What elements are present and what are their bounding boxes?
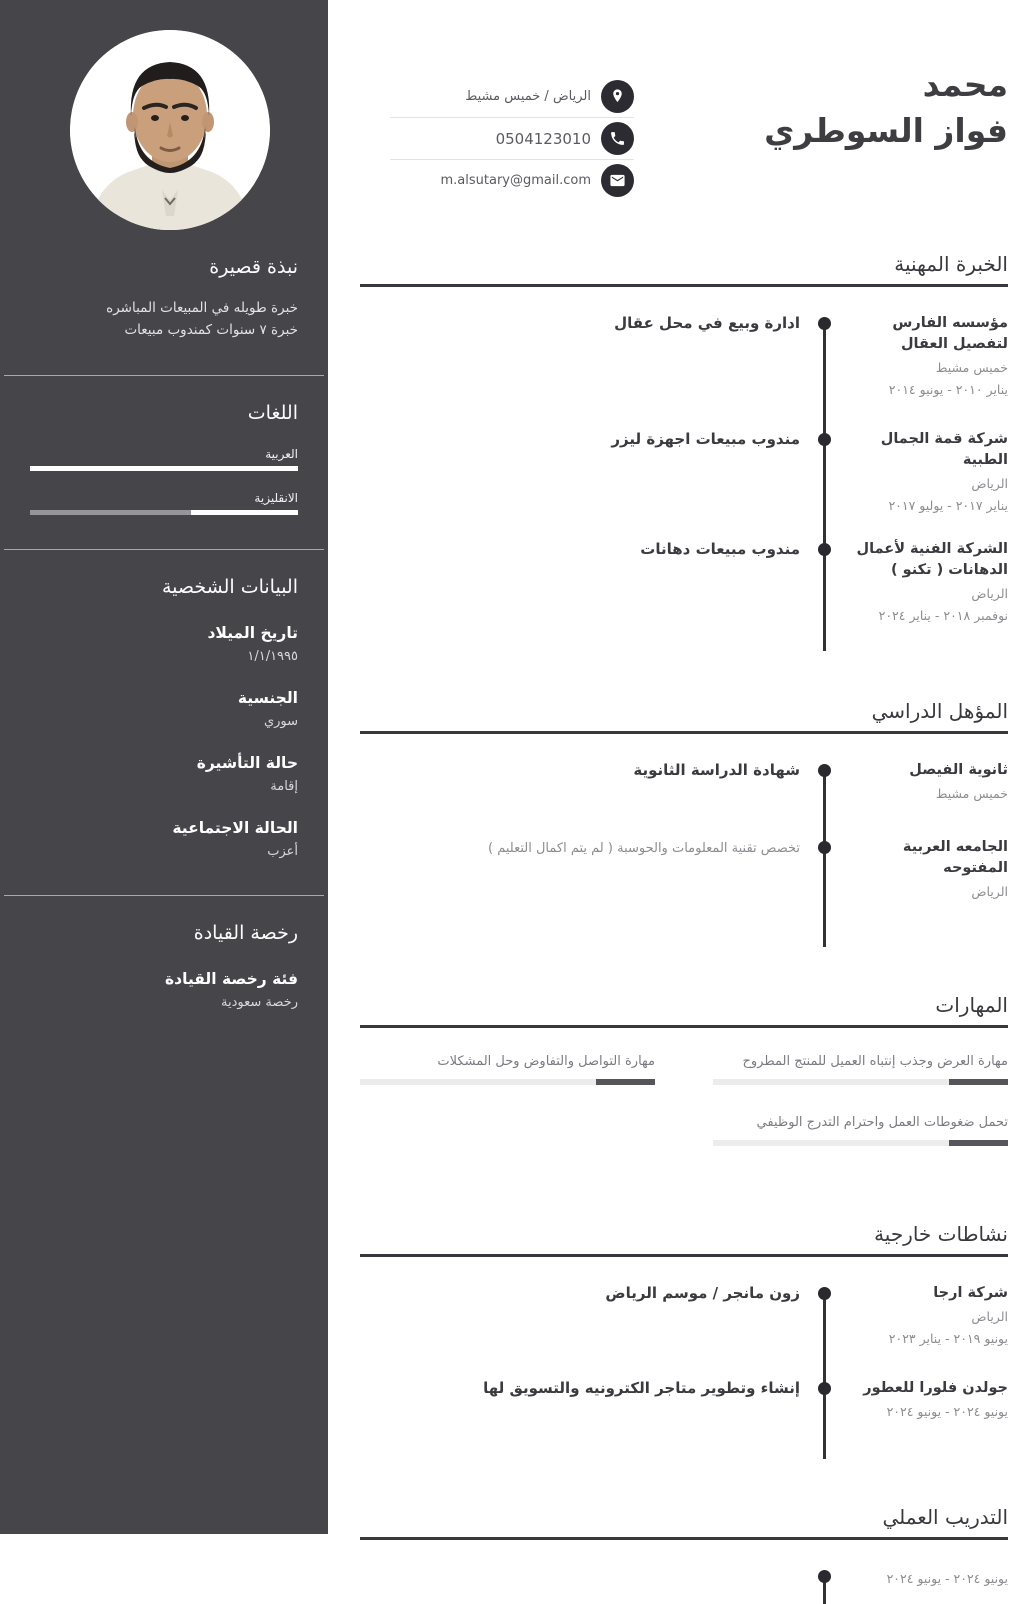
org-name: مؤسسه الفارس لتفصيل العقال (892, 315, 1008, 352)
sidebar-divider (4, 375, 324, 376)
contact-row-location (390, 76, 634, 118)
role-title: إنشاء وتطوير متاجر الكترونيه والتسويق لها (483, 1379, 800, 1397)
section-education (360, 697, 1008, 947)
name-line-2: فواز السوطري (764, 111, 1008, 150)
org-dates: يونيو ٢٠١٩ - يناير ٢٠٢٣ (888, 1331, 1008, 1346)
skill-label: مهارة العرض وجذب إنتباه العميل للمنتج المطروح (742, 1054, 1008, 1069)
section-rule (360, 1025, 1008, 1028)
sidebar (0, 0, 328, 1534)
name-line-1: محمد (922, 65, 1008, 104)
personal-data-value: ١/١/١٩٩٥ (247, 649, 298, 664)
section-training (360, 1503, 1008, 1588)
section-rule (360, 1537, 1008, 1540)
experience-entry (360, 313, 1008, 399)
timeline (360, 313, 1008, 651)
personal-data-item (30, 688, 298, 731)
skill-progress-fill (596, 1079, 655, 1085)
timeline (360, 1283, 1008, 1459)
language-label: العربية (265, 447, 298, 461)
timeline-dot (818, 1382, 831, 1395)
timeline-dot (818, 317, 831, 330)
license-label: فئة رخصة القيادة (165, 970, 298, 988)
education-entry (360, 760, 1008, 803)
timeline (360, 760, 1008, 947)
section-title: المؤهل الدراسي (871, 699, 1008, 723)
school-location: خميس مشيط (935, 786, 1008, 801)
experience-entry (360, 429, 1008, 515)
timeline-line (823, 770, 826, 947)
personal-data-value: سوري (263, 714, 298, 729)
contact-row-phone (390, 118, 634, 160)
degree-title: تخصص تقنية المعلومات والحوسبة ( لم يتم اكمال التعليم ) (487, 841, 800, 856)
sidebar-divider (4, 895, 324, 896)
skills-grid (360, 1052, 1008, 1146)
personal-data-item (30, 818, 298, 861)
timeline-dot (818, 543, 831, 556)
summary-line-1: خبرة طويله في المبيعات المباشره (106, 300, 298, 316)
org-name: شركة ارجا (933, 1285, 1008, 1301)
license-value: رخصة سعودية (221, 995, 298, 1010)
section-rule (360, 731, 1008, 734)
contact-row-email (390, 160, 634, 201)
sidebar-divider (4, 549, 324, 550)
activity-entry (360, 1378, 1008, 1421)
skill-progress-fill (949, 1140, 1008, 1146)
skill-progress-bar (713, 1079, 1008, 1085)
timeline-dot (818, 1287, 831, 1300)
personal-data-label: الجنسية (237, 689, 298, 707)
skill-item (360, 1052, 655, 1085)
section-experience (360, 250, 1008, 651)
skill-label: مهارة التواصل والتفاوض وحل المشكلات (437, 1054, 655, 1069)
section-title: التدريب العملي (882, 1505, 1008, 1529)
school-name: الجامعه العربية المفتوحه (902, 839, 1008, 876)
timeline-dot (818, 841, 831, 854)
section-rule (360, 1254, 1008, 1257)
skill-progress-bar (360, 1079, 655, 1085)
language-progress-fill (191, 510, 298, 515)
personal-data-value: أعزب (267, 844, 298, 859)
org-name: الشركة الفنية لأعمال الدهانات ( تكنو ) (856, 541, 1008, 578)
languages-title: اللغات (247, 402, 298, 424)
license-title: رخصة القيادة (193, 922, 298, 944)
language-progress-fill (30, 466, 298, 471)
language-progress-bar (30, 510, 298, 515)
profile-photo (70, 30, 270, 230)
timeline-dot (818, 433, 831, 446)
role-title: مندوب مبيعات اجهزة ليزر (611, 430, 800, 448)
skill-item (713, 1052, 1008, 1085)
section-rule (360, 284, 1008, 287)
org-dates: يناير ٢٠١٧ - يوليو ٢٠١٧ (888, 498, 1008, 513)
personal-data-value: إقامة (270, 779, 298, 794)
avatar (70, 30, 270, 230)
skill-progress-fill (949, 1079, 1008, 1085)
summary-line-2: خبرة ٧ سنوات كمندوب مبيعات (124, 322, 298, 338)
contact-email: m.alsutary@gmail.com (440, 173, 591, 188)
timeline-line (823, 323, 826, 651)
sidebar-content (0, 230, 328, 1012)
org-name: شركة قمة الجمال الطبية (880, 431, 1008, 468)
school-name: ثانوية الفيصل (909, 762, 1008, 778)
language-label: الانقليزية (254, 491, 298, 505)
timeline-dot (818, 1570, 831, 1583)
license-item (30, 969, 298, 1012)
section-title: المهارات (935, 993, 1008, 1017)
org-dates: يناير ٢٠١٠ - يونيو ٢٠١٤ (888, 382, 1008, 397)
phone-icon (601, 122, 634, 155)
timeline (360, 1566, 1008, 1588)
personal-data-label: الحالة الاجتماعية (172, 819, 298, 837)
email-icon (601, 164, 634, 197)
section-skills (360, 991, 1008, 1146)
contact-location: الرياض / خميس مشيط (465, 89, 591, 104)
contact-phone: 0504123010 (495, 129, 591, 148)
org-location: الرياض (971, 586, 1008, 601)
role-title: ادارة وبيع في محل عقال (614, 314, 800, 332)
personal-data-item (30, 753, 298, 796)
org-location: خميس مشيط (935, 360, 1008, 375)
timeline-line (823, 1293, 826, 1459)
role-title: زون مانجر / موسم الرياض (605, 1284, 800, 1302)
school-location: الرياض (971, 884, 1008, 899)
skill-progress-bar (713, 1140, 1008, 1146)
section-title: الخبرة المهنية (894, 252, 1008, 276)
timeline-dot (818, 764, 831, 777)
personal-data-label: تاريخ الميلاد (207, 624, 298, 642)
role-title: مندوب مبيعات دهانات (640, 540, 800, 558)
personal-data-item (30, 623, 298, 666)
activity-entry (360, 1283, 1008, 1348)
summary-title: نبذة قصيرة (209, 256, 298, 278)
training-dates: يونيو ٢٠٢٤ - يونيو ٢٠٢٤ (886, 1571, 1008, 1586)
language-item (30, 447, 298, 471)
skill-label: تحمل ضغوطات العمل واحترام التدرج الوظيفي (756, 1115, 1008, 1130)
language-item (30, 491, 298, 515)
org-dates: يونيو ٢٠٢٤ - يونيو ٢٠٢٤ (886, 1404, 1008, 1419)
degree-title: شهادة الدراسة الثانوية (633, 761, 800, 779)
personal-data-label: حالة التأشيرة (196, 754, 298, 772)
personal-data-title: البيانات الشخصية (161, 576, 298, 598)
org-dates: نوفمبر ٢٠١٨ - يناير ٢٠٢٤ (878, 608, 1008, 623)
main-column (360, 0, 1008, 1588)
language-progress-bar (30, 466, 298, 471)
location-pin-icon (601, 80, 634, 113)
org-name: جولدن فلورا للعطور (863, 1380, 1008, 1396)
section-activities (360, 1220, 1008, 1459)
education-entry (360, 837, 1008, 901)
org-location: الرياض (971, 476, 1008, 491)
org-location: الرياض (971, 1309, 1008, 1324)
skill-item (713, 1113, 1008, 1146)
experience-entry (360, 539, 1008, 625)
training-entry (360, 1566, 1008, 1588)
contact-block (390, 76, 634, 201)
section-title: نشاطات خارجية (874, 1222, 1008, 1246)
